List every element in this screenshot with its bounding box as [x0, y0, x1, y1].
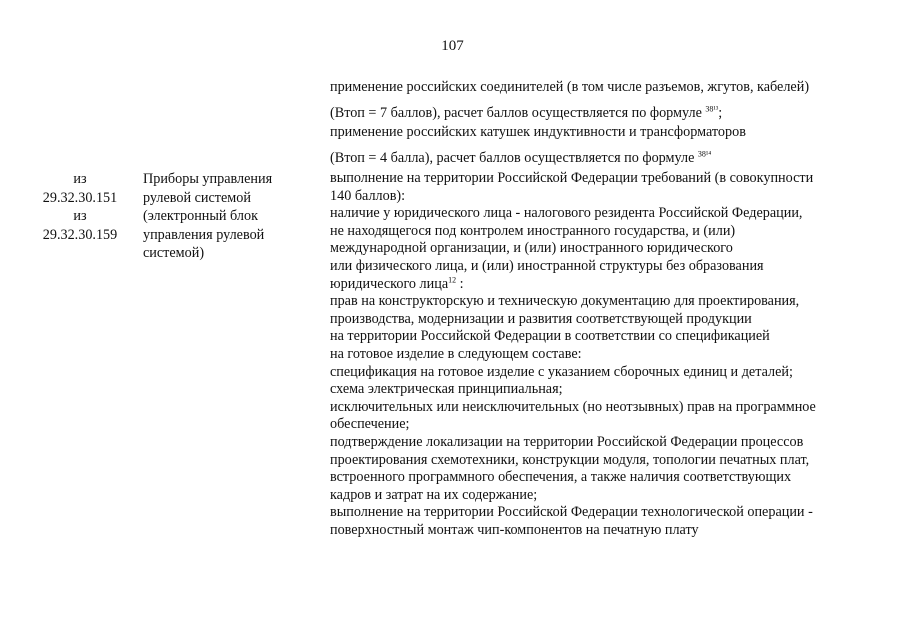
requirement-line: прав на конструкторскую и техническую документацию для проектирования,: [330, 293, 800, 310]
okpd-code-cell: [30, 170, 130, 244]
requirement-line: исключительных или неисключительных (но неотзывных) прав на программное: [330, 398, 816, 415]
text-line: (Втоп = 7 баллов), расчет баллов осуществляется по формуле $^{38^{13}}$;: [330, 103, 723, 121]
requirement-line: поверхностный монтаж чип-компонентов на печатную плату: [330, 521, 699, 538]
requirement-line: схема электрическая принципиальная;: [330, 381, 563, 398]
text-line: применение российских катушек индуктивности и трансформаторов: [330, 124, 746, 140]
name-line: управления рулевой: [143, 226, 265, 243]
requirement-line: не находящегося под контролем иностранного государства, и (или): [330, 222, 736, 239]
requirement-line: на территории Российской Федерации в соответствии со спецификацией: [330, 328, 770, 345]
requirement-line: международной организации, и (или) иностранного юридического: [330, 240, 733, 257]
requirement-line: на готовое изделие в следующем составе:: [330, 345, 582, 362]
requirement-line: или физического лица, и (или) иностранной структуры без образования: [330, 257, 764, 274]
requirement-line: наличие у юридического лица - налогового резидента Российской Федерации,: [330, 205, 803, 222]
page-number: 107: [441, 38, 464, 54]
requirement-line: подтверждение локализации на территории Российской Федерации процессов: [330, 433, 804, 450]
requirement-line: производства, модернизации и развития соответствующей продукции: [330, 310, 752, 327]
footnote-ref: 38¹³: [705, 103, 719, 113]
requirement-line: выполнение на территории Российской Федерации требований (в совокупности: [330, 170, 814, 186]
name-line: (электронный блок: [143, 208, 258, 224]
footnote-ref: 38¹⁴: [697, 148, 712, 158]
product-name-cell: [143, 170, 313, 263]
text-line: (Втоп = 4 балла), расчет баллов осуществляется по формуле $^{38^{14}}$: [330, 148, 712, 166]
requirement-line: обеспечение;: [330, 416, 410, 433]
footnote-ref: 12: [448, 274, 457, 284]
requirement-line: 140 баллов):: [330, 187, 406, 204]
requirement-line: проектирования схемотехники, конструкции модуля, топологии печатных плат,: [330, 451, 810, 468]
name-line: рулевой системой: [143, 189, 251, 206]
requirement-line: юридического лица$^{12}$ :: [330, 274, 464, 292]
code-line: 29.32.30.159: [42, 226, 118, 243]
requirement-line: кадров и затрат на их содержание;: [330, 486, 538, 503]
continuation-text: [330, 78, 870, 168]
text-line: применение российских соединителей (в том числе разъемов, жгутов, кабелей): [330, 79, 810, 95]
requirements-cell: [330, 170, 875, 539]
code-line: 29.32.30.151: [42, 189, 118, 206]
requirement-line: спецификация на готовое изделие с указанием сборочных единиц и деталей;: [330, 363, 793, 380]
name-line: системой): [143, 245, 205, 261]
code-line: из: [73, 171, 87, 187]
name-line: Приборы управления: [143, 171, 273, 187]
requirement-line: встроенного программного обеспечения, а также наличия соответствующих: [330, 469, 792, 486]
code-line: из: [73, 208, 87, 224]
requirement-line: выполнение на территории Российской Федерации технологической операции -: [330, 504, 813, 521]
